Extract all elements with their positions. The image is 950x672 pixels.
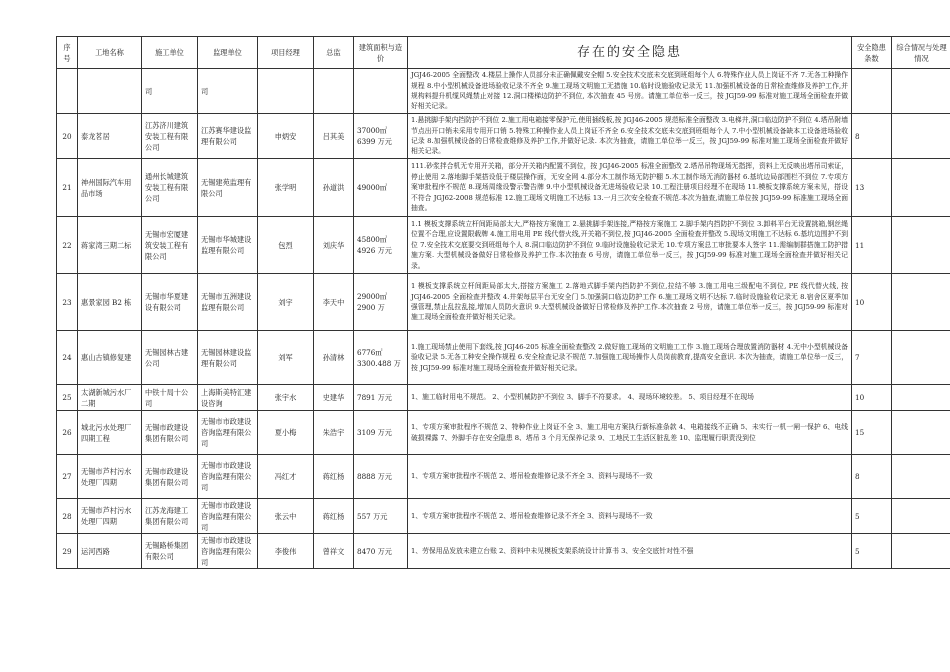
area-cost: 49000㎡ <box>354 159 408 217</box>
header-site-name: 工地名称 <box>78 37 142 69</box>
construction-unit: 无锡市政建设集团有限公司 <box>142 455 198 499</box>
issue-count: 11 <box>852 217 892 274</box>
construction-unit: 司 <box>142 69 198 114</box>
chief-supervisor: 蒋红杨 <box>314 499 354 534</box>
table-row <box>57 499 950 534</box>
site-name <box>78 69 142 114</box>
chief-supervisor: 史建华 <box>314 385 354 411</box>
site-name: 无锡市芦村污水处理厂四期 <box>78 499 142 534</box>
construction-unit: 无锡市华夏建设有限公司 <box>142 274 198 331</box>
project-manager: 张学明 <box>258 159 314 217</box>
safety-issues: 1、劳保用品发放未建立台账 2、资料中未见模板支架系统设计计算书 3、安全交底针对性不强 <box>408 534 852 569</box>
supervision-unit: 无锡市市政建设咨询监理有限公司 <box>198 534 258 569</box>
table-row <box>57 69 950 114</box>
construction-unit: 中铁十局十公司 <box>142 385 198 411</box>
supervision-unit: 无锡园林建设监理有限公司 <box>198 331 258 385</box>
summary-cell <box>892 455 950 499</box>
header-project-manager: 项目经理 <box>258 37 314 69</box>
construction-unit: 通州长城建筑安装工程有限公司 <box>142 159 198 217</box>
table-row <box>57 331 950 385</box>
area-cost: 37000㎡ 6399 万元 <box>354 114 408 159</box>
supervision-unit: 司 <box>198 69 258 114</box>
row-number: 20 <box>57 114 78 159</box>
summary-cell <box>892 385 950 411</box>
row-number: 26 <box>57 411 78 455</box>
header-construction-unit: 施工单位 <box>142 37 198 69</box>
project-manager: 申炳安 <box>258 114 314 159</box>
row-number: 28 <box>57 499 78 534</box>
area-cost: 7891 万元 <box>354 385 408 411</box>
site-name: 惠山古镇修复建 <box>78 331 142 385</box>
row-number: 22 <box>57 217 78 274</box>
chief-supervisor: 孙道洪 <box>314 159 354 217</box>
safety-issues: JGJ46-2005 全面整改 4.楼层上操作人员部分未正确佩戴安全帽 5.安全技术交底未交底到班组每个人 6.特殊作业人员上岗证不齐 7.无各工种操作规程 8.中小型机械设备进场验收记录不齐全 9.施工现场文明施工无措施 10.临时设施验收记录无 11.加强机械设备的日常检查维修及养护工作,并规构料提升机缆风绳禁止对接 12.洞口楼梯边防护不到位, 本次抽查 45 号房。请施工单位举一反三，按 JGJ59-99 标准对施工现场全面检查并做好相关记录。 <box>408 69 852 114</box>
supervision-unit: 无锡市五洲建设监理有限公司 <box>198 274 258 331</box>
supervision-unit: 无锡市华城建设监理有限公司 <box>198 217 258 274</box>
row-number: 25 <box>57 385 78 411</box>
area-cost: 8888 万元 <box>354 455 408 499</box>
supervision-unit: 无锡市市政建设咨询监理有限公司 <box>198 499 258 534</box>
table-row <box>57 534 950 569</box>
table-row <box>57 274 950 331</box>
table-row <box>57 114 950 159</box>
header-area-cost: 建筑面积与造价 <box>354 37 408 69</box>
site-name: 惠景家园 B2 栋 <box>78 274 142 331</box>
summary-cell <box>892 69 950 114</box>
project-manager: 冯红才 <box>258 455 314 499</box>
safety-issues: 1.1 模板支撑系统立杆间距局部太大,严格按方案施工 2.悬挑脚手架连接,严格按方案施工 2.脚手架内挡防护不到位 3.卸料平台无设置挑箱,钢丝绳位置不合理,应设置限载牌 4.施工用电用 PE 线代替火线,开关箱不到位,按 JGJ46-2005 全面检查并整改 5.现场文明施工不达标 6.基坑边围护不到位 7.安全技术交底要交到班组每个人 8.洞口临边防护不到位 9.临时设施验收记录无 10.专项方案总工审批要本人签字 11.需编制群搭施工防护措施方案. 大型机械设备做好日常检修及养护工作.本次抽查 6 号房，请施工单位举一反三，按 JGJ59-99 标准对施工现场全面检查并做好相关记录。 <box>408 217 852 274</box>
issue-count: 13 <box>852 159 892 217</box>
safety-issues: 1 模板支撑系统立杆间距局部太大,搭接方案施工 2.落地式脚手架内挡防护不到位,拉结不够 3.施工用电三级配电不到位, PE 线代替火线, 按 JGJ46-2005 全面检查并整改 4.井架每层平台无安全门 5.加强洞口临边防护工作 6.施工现场文明不达标 7.临时设施验收记录无 8.宿舍区夏季加强管理,禁止乱拉乱接,增加人员防火意识 9.大型机械设备做好日常检修及养护工作.本次抽查 2 号房，请施工单位举一反三，按 JGJ59-99 标准对施工现场全面检查并做好相关记录。 <box>408 274 852 331</box>
safety-inspection-sheet <box>56 36 947 569</box>
summary-cell <box>892 331 950 385</box>
chief-supervisor: 蒋红杨 <box>314 455 354 499</box>
issue-count: 7 <box>852 331 892 385</box>
table-row <box>57 455 950 499</box>
table-row <box>57 217 950 274</box>
area-cost: 8470 万元 <box>354 534 408 569</box>
chief-supervisor: 李天中 <box>314 274 354 331</box>
project-manager: 夏小梅 <box>258 411 314 455</box>
chief-supervisor: 吕其美 <box>314 114 354 159</box>
construction-unit: 江苏龙海建工集团有限公司 <box>142 499 198 534</box>
site-name: 运河西路 <box>78 534 142 569</box>
site-name: 蒋家湾三期二标 <box>78 217 142 274</box>
issue-count: 8 <box>852 455 892 499</box>
construction-unit: 无锡园林古建公司 <box>142 331 198 385</box>
site-name: 无锡市芦村污水处理厂四期 <box>78 455 142 499</box>
supervision-unit: 无锡建苑监理有限公司 <box>198 159 258 217</box>
issue-count: 5 <box>852 499 892 534</box>
construction-unit: 无锡市宏厦建筑安装工程有限公司 <box>142 217 198 274</box>
project-manager: 李俊伟 <box>258 534 314 569</box>
project-manager: 张云中 <box>258 499 314 534</box>
header-supervision-unit: 监理单位 <box>198 37 258 69</box>
supervision-unit: 上海斯美特汇建设咨询 <box>198 385 258 411</box>
area-cost: 29000㎡ 2900 万 <box>354 274 408 331</box>
row-number: 24 <box>57 331 78 385</box>
issue-count: 15 <box>852 411 892 455</box>
summary-cell <box>892 499 950 534</box>
chief-supervisor <box>314 69 354 114</box>
header-row <box>57 37 950 69</box>
header-issue-count: 安全隐患条数 <box>852 37 892 69</box>
safety-issues: 1、专项方案审批程序不规范 2、特种作业上岗证不全 3、施工用电方案执行新标准条款 4、电箱接线不正确 5、未实行一机一闸一保护 6、电线破损裸露 7、外脚手存在安全隐患 8、塔吊 3 个月无保养记录 9、工地民工生活区脏乱差 10、监理履行职责没到位 <box>408 411 852 455</box>
row-number: 27 <box>57 455 78 499</box>
summary-cell <box>892 274 950 331</box>
chief-supervisor: 曾祥文 <box>314 534 354 569</box>
project-manager <box>258 69 314 114</box>
construction-unit: 无锡路桥集团有限公司 <box>142 534 198 569</box>
summary-cell <box>892 217 950 274</box>
summary-cell <box>892 114 950 159</box>
chief-supervisor: 朱浩宇 <box>314 411 354 455</box>
area-cost: 6776㎡ 3300.488 万 <box>354 331 408 385</box>
supervision-unit: 江苏赛华建设监理有限公司 <box>198 114 258 159</box>
safety-issues: 111.砂浆拌合机无专用开关箱，部分开关箱内配置不到位，按 JGJ46-2005 标准全面整改 2.塔吊吊物现场无指挥，资料上无反映出塔吊司索证，停止使用 2.落地脚手架搭设低于楼层操作面，无安全网 4.部分木工制作场无防护棚 5.木工制作场无消防器材 6.基坑边局部围栏不到位 7.专项方案审批程序不规范 8.现场周缘设警示警告牌 9.中小型机械设备无进场验收记录 10.工程注册项目经理不在现场 11.模板支撑系统方案未见，搭设不符合 JGJ62-2008 规范标准 12.施工现场文明施工不达标 13.一月三次安全检查不规范.本次为抽查,请施工单位按 JGJ59-99 标准施工现场全面抽查。 <box>408 159 852 217</box>
summary-cell <box>892 534 950 569</box>
row-number <box>57 69 78 114</box>
issue-count: 5 <box>852 534 892 569</box>
issue-count: 8 <box>852 114 892 159</box>
row-number: 23 <box>57 274 78 331</box>
header-chief-supervisor: 总监 <box>314 37 354 69</box>
header-summary: 综合情况与处理情况 <box>892 37 950 69</box>
site-name: 泰龙茗居 <box>78 114 142 159</box>
site-name: 城北污水处理厂四期工程 <box>78 411 142 455</box>
site-name: 太湖新城污水厂二期 <box>78 385 142 411</box>
issue-count <box>852 69 892 114</box>
row-number: 21 <box>57 159 78 217</box>
safety-issues: 1.施工现场禁止使用下套线,按 JGJ46-205 标准全面检查整改 2.做好施工现场的文明施工工作 3.施工现场合理放置消防器材 4.无中小型机械设备验收记录 5.无各工种安全操作规程 6.安全检查记录不规范 7.加强施工现场操作人员岗前教育,提高安全意识. 本次为抽查，请施工单位举一反三，按 JGJ59-99 标准对施工现场全面检查并做好相关记录。 <box>408 331 852 385</box>
inspection-table <box>56 36 950 569</box>
project-manager: 包烈 <box>258 217 314 274</box>
summary-cell <box>892 159 950 217</box>
safety-issues: 1、施工临时用电不规范。 2、小型机械防护不到位 3、脚手不符要求。 4、现场环境较差。 5、项目经理不在现场 <box>408 385 852 411</box>
chief-supervisor: 刘庆华 <box>314 217 354 274</box>
supervision-unit: 无锡市市政建设咨询监理有限公司 <box>198 411 258 455</box>
supervision-unit: 无锡市市政建设咨询监理有限公司 <box>198 455 258 499</box>
issue-count: 10 <box>852 385 892 411</box>
table-row <box>57 411 950 455</box>
header-no: 序号 <box>57 37 78 69</box>
site-name: 神州国际汽车用品市场 <box>78 159 142 217</box>
area-cost: 557 万元 <box>354 499 408 534</box>
project-manager: 张宇水 <box>258 385 314 411</box>
area-cost: 45800㎡ 4926 万元 <box>354 217 408 274</box>
chief-supervisor: 孙清林 <box>314 331 354 385</box>
table-row <box>57 159 950 217</box>
project-manager: 刘军 <box>258 331 314 385</box>
summary-cell <box>892 411 950 455</box>
construction-unit: 江苏济川建筑安装工程有限公司 <box>142 114 198 159</box>
safety-issues: 1、专项方案审批程序不规范 2、塔吊检查维修记录不齐全 3、资料与现场不一致 <box>408 499 852 534</box>
safety-issues: 1.悬挑脚手架内挡防护不到位 2.施工用电箱接零保护元,使用插线板,按 JGJ46-2005 规范标准全面整改 3.电梯井,洞口临边防护不到位 4.塔吊附墙节点出开口销未采用专用开口销 5.特殊工种操作业人员上岗证不齐全 6.安全技术交底未交底到班组每个人 7.中小型机械设备缺本工设备进场验收记录 8.加强机械设备的日常检查维修及养护工作,并做好记录. 本次为抽查，请施工单位举一反三，按 JGJ59-99 标准对施工现场全面检查并做好相关记录。 <box>408 114 852 159</box>
project-manager: 刘宇 <box>258 274 314 331</box>
area-cost <box>354 69 408 114</box>
area-cost: 3109 万元 <box>354 411 408 455</box>
safety-issues: 1、专项方案审批程序不规范 2、塔吊检查维修记录不齐全 3、资料与现场不一致 <box>408 455 852 499</box>
header-safety-issues: 存在的安全隐患 <box>408 37 852 69</box>
issue-count: 10 <box>852 274 892 331</box>
construction-unit: 无锡市政建设集团有限公司 <box>142 411 198 455</box>
row-number: 29 <box>57 534 78 569</box>
table-row <box>57 385 950 411</box>
